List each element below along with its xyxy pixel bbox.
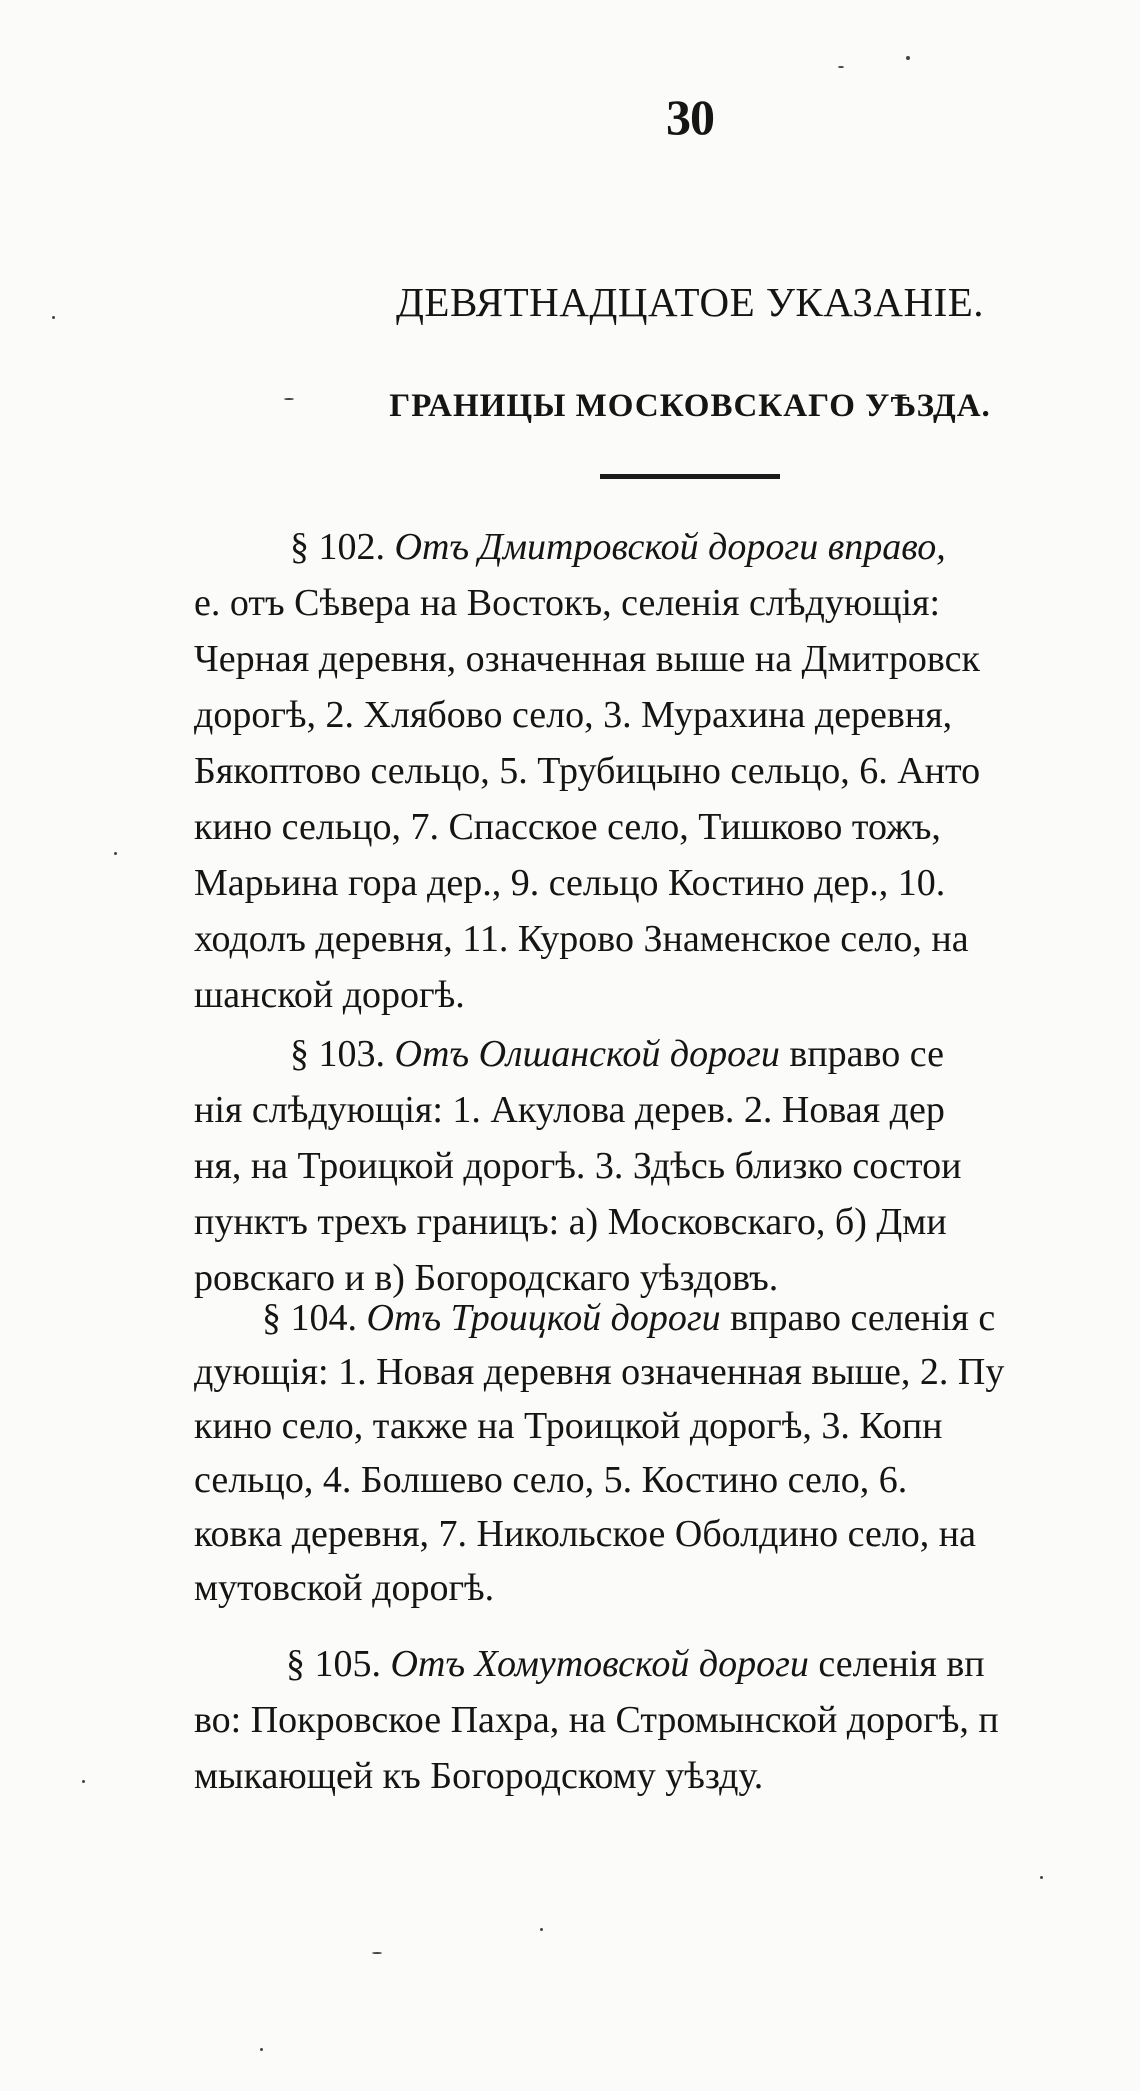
title-divider (600, 474, 780, 479)
paragraph-102-line: Бякоптово сельцо, 5. Трубицыно сельцо, 6. Анто (194, 750, 981, 792)
paragraph-lead-103: Отъ Олшанской дороги (394, 1033, 780, 1075)
page-number: 30 (666, 89, 714, 145)
scan-speck (114, 852, 117, 855)
paragraph-102-line: шанской дорогѣ. (194, 974, 465, 1016)
scan-speck (1040, 1876, 1043, 1879)
paragraph-102-line: Черная деревня, означенная выше на Дмитровск (194, 638, 980, 680)
section-subtitle: ГРАНИЦЫ МОСКОВСКАГО УѢЗДА. (389, 388, 991, 424)
scan-speck (284, 398, 294, 400)
scan-speck (52, 316, 55, 319)
paragraph-tail-105: селенія вп (808, 1643, 985, 1685)
paragraph-103-line: нія слѣдующія: 1. Акулова дерев. 2. Новая дер (194, 1089, 945, 1131)
paragraph-102-first-line (290, 523, 946, 571)
paragraph-102-line: кино сельцо, 7. Спасское село, Тишково тожъ, (194, 806, 941, 848)
paragraph-102-line: ходолъ деревня, 11. Курово Знаменское село, на (194, 918, 969, 960)
paragraph-104-line: кино село, также на Троицкой дорогѣ, 3. Копн (194, 1405, 943, 1447)
paragraph-103-first-line (290, 1030, 944, 1078)
paragraph-105-first-line (286, 1640, 985, 1688)
paragraph-102-line: Марьина гора дер., 9. сельцо Костино дер., 10. (194, 862, 946, 904)
paragraph-105-line: мыкающей къ Богородскому уѣзду. (194, 1755, 764, 1797)
scan-speck (82, 1780, 85, 1783)
paragraph-104-first-line (262, 1294, 995, 1342)
paragraph-mark-105: § 105. (286, 1643, 381, 1685)
scan-speck (540, 1928, 543, 1931)
paragraph-mark-102: § 102. (290, 526, 385, 568)
paragraph-104-line: дующія: 1. Новая деревня означенная выше, 2. Пу (194, 1351, 1005, 1393)
paragraph-tail-103: вправо се (779, 1033, 944, 1075)
paragraph-mark-103: § 103. (290, 1033, 385, 1075)
page-title: ДЕВЯТНАДЦАТОЕ УКАЗАНІЕ. (395, 279, 985, 325)
scan-speck (372, 1952, 382, 1954)
paragraph-103-line: ровскаго и в) Богородскаго уѣздовъ. (194, 1257, 779, 1299)
paragraph-102-line: е. отъ Сѣвера на Востокъ, селенія слѣдующія: (194, 582, 941, 624)
scan-speck (838, 66, 844, 68)
paragraph-lead-102: Отъ Дмитровской дороги вправо, (394, 526, 946, 568)
paragraph-103-line: пунктъ трехъ границъ: а) Московскаго, б) Дми (194, 1201, 947, 1243)
paragraph-105-line: во: Покровское Пахра, на Стромынской дорогѣ, п (194, 1699, 999, 1741)
paragraph-lead-105: Отъ Хомутовской дороги (390, 1643, 809, 1685)
scan-speck (906, 56, 910, 60)
paragraph-mark-104: § 104. (262, 1297, 357, 1339)
paragraph-lead-104: Отъ Троицкой дороги (366, 1297, 721, 1339)
paragraph-104-line: сельцо, 4. Болшево село, 5. Костино село, 6. (194, 1459, 908, 1501)
paragraph-102-line: дорогѣ, 2. Хлябово село, 3. Мурахина деревня, (194, 694, 953, 736)
paragraph-104-line: мутовской дорогѣ. (194, 1567, 495, 1609)
paragraph-103-line: ня, на Троицкой дорогѣ. 3. Здѣсь близко состои (194, 1145, 962, 1187)
paragraph-tail-104: вправо селенія с (720, 1297, 996, 1339)
scan-speck (260, 2048, 263, 2051)
paragraph-104-line: ковка деревня, 7. Никольское Оболдино село, на (194, 1513, 976, 1555)
